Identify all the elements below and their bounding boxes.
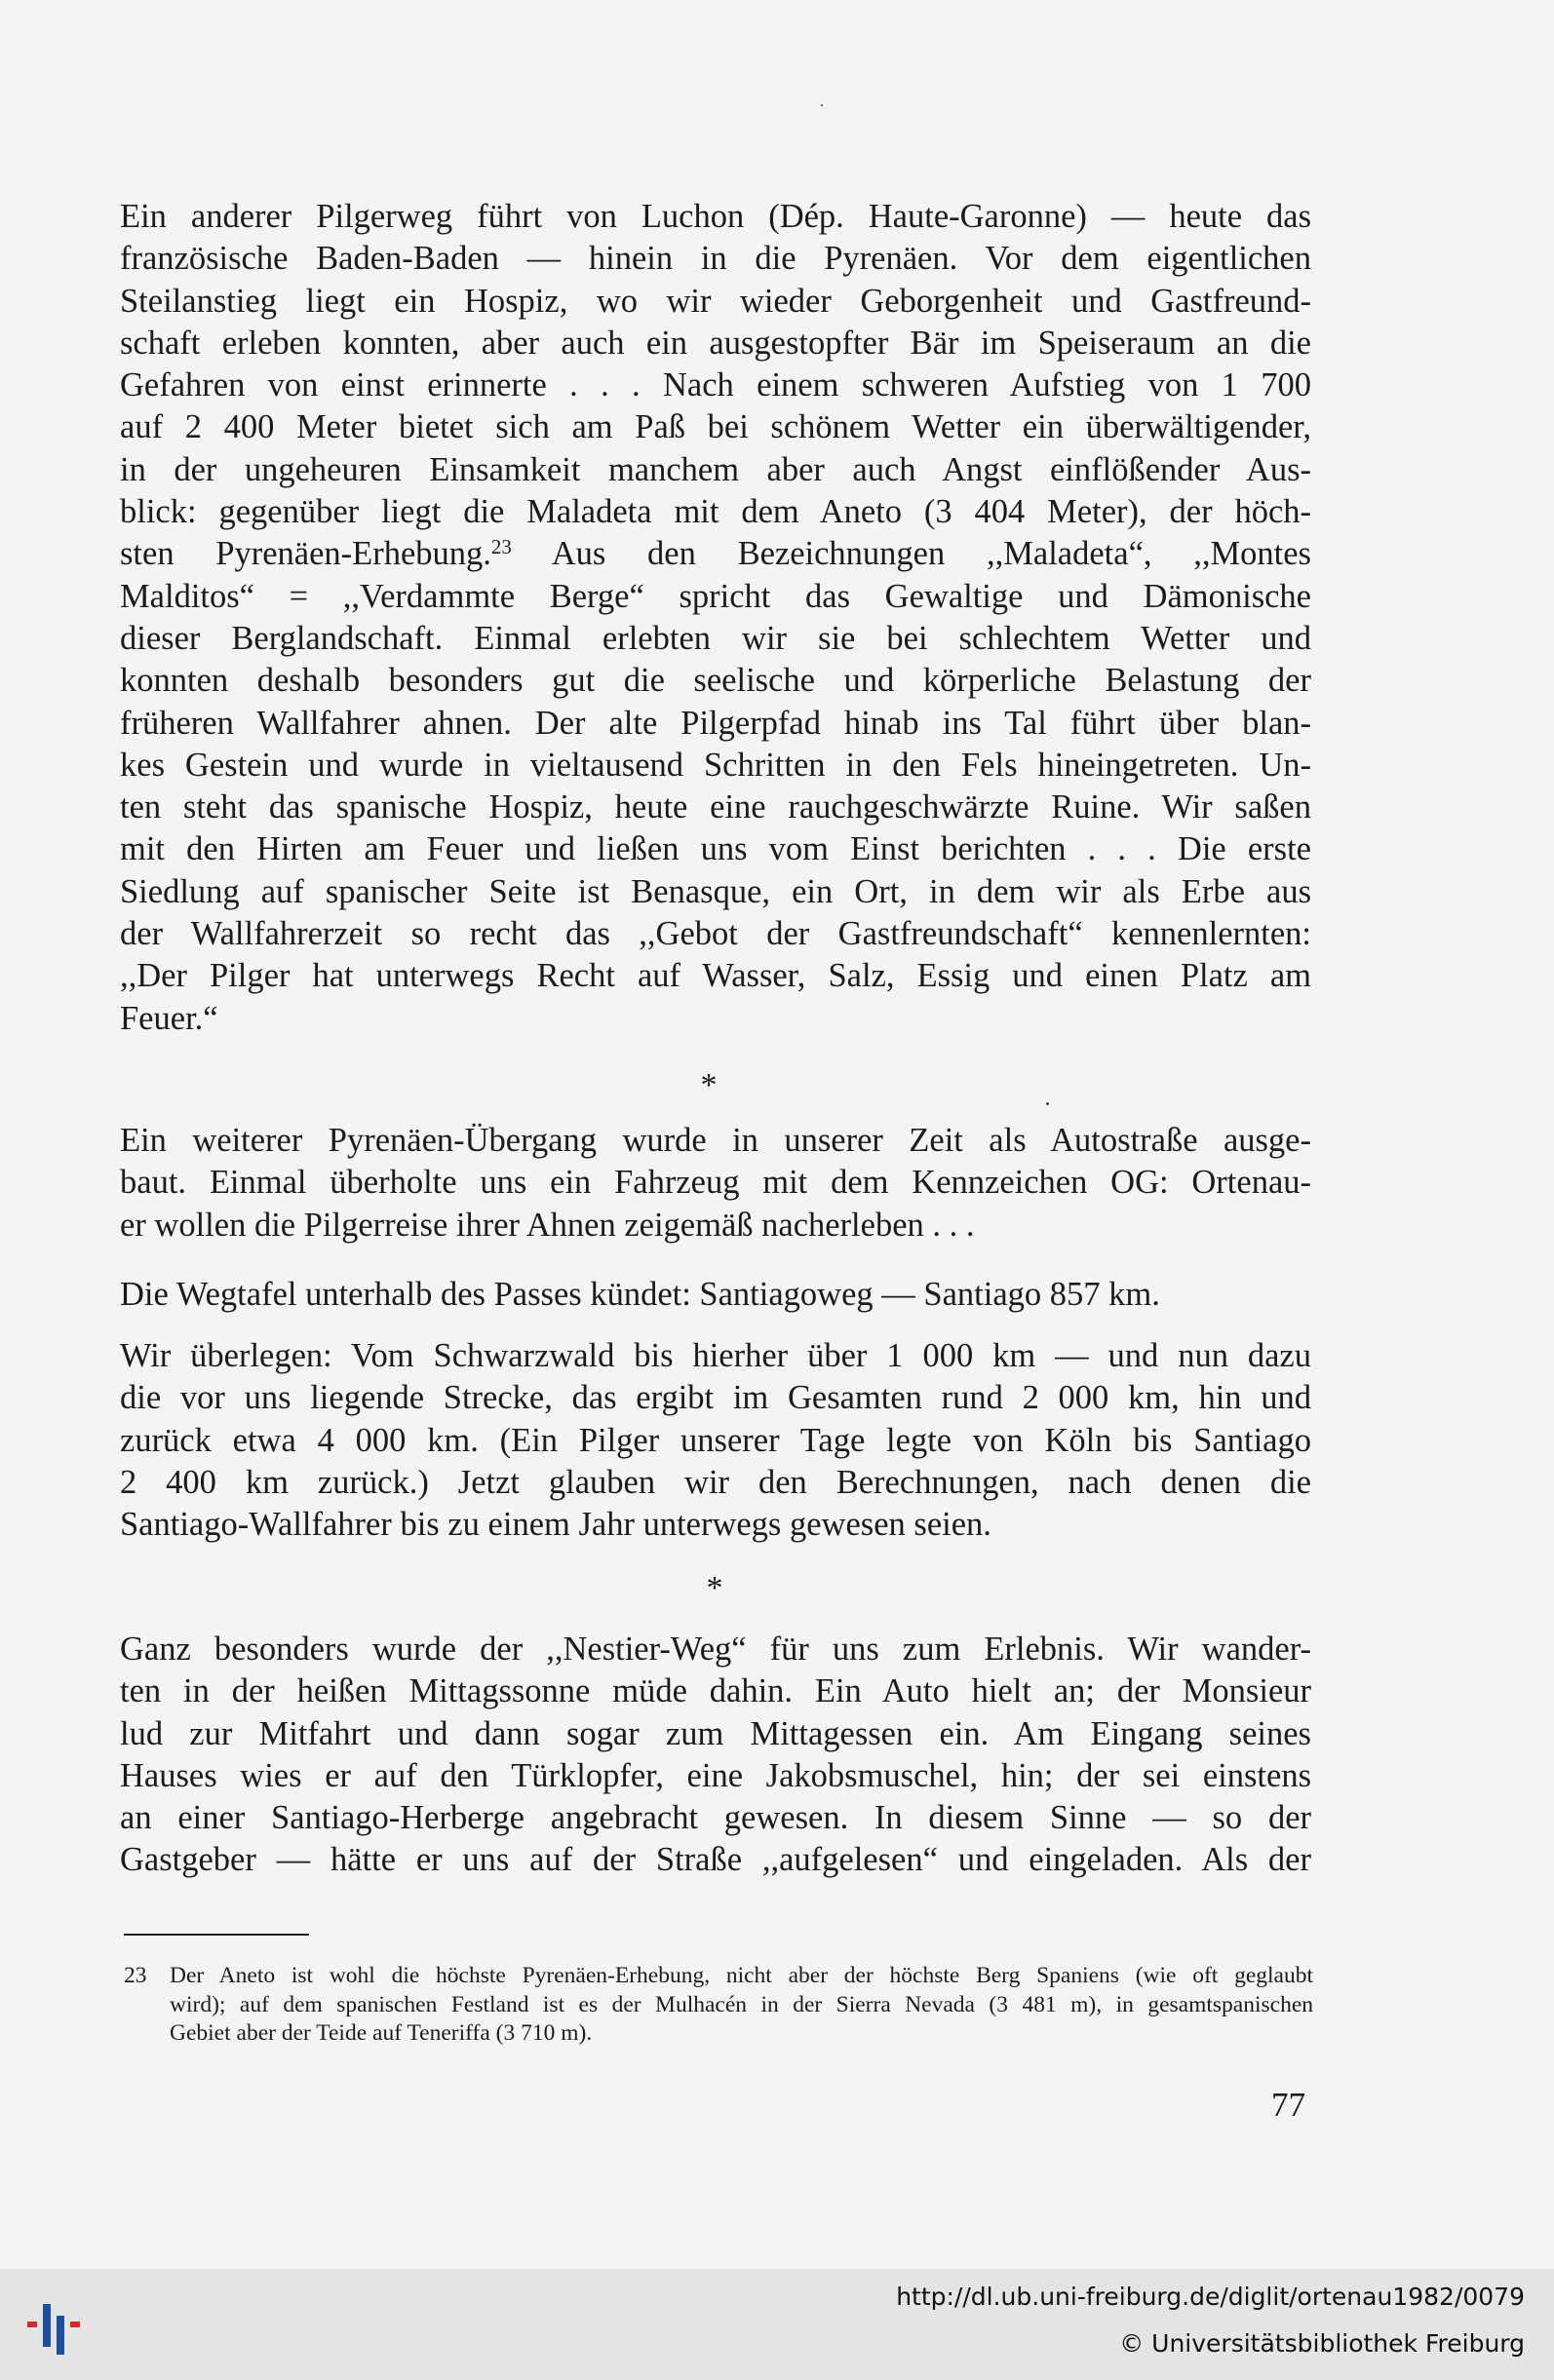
text-line: Wir überlegen: Vom Schwarzwald bis hierher über 1 000 km — und nun dazu <box>120 1337 1311 1374</box>
text-line: baut. Einmal überholte uns ein Fahrzeug mit dem Kennzeichen OG: Ortenau- <box>120 1164 1311 1202</box>
text-line: an einer Santiago-Herberge angebracht gewesen. In diesem Sinne — so der <box>120 1799 1311 1837</box>
permalink[interactable]: http://dl.ub.uni-freiburg.de/diglit/ortenau1982/0079 <box>896 2283 1525 2311</box>
text-line: Ganz besonders wurde der ,,Nestier-Weg“ für uns zum Erlebnis. Wir wander- <box>120 1631 1311 1668</box>
text-line: ten steht das spanische Hospiz, heute eine rauchgeschwärzte Ruine. Wir saßen <box>120 788 1311 826</box>
text-line: Siedlung auf spanischer Seite ist Benasque, ein Ort, in dem wir als Erbe aus <box>120 872 1311 910</box>
text-line: Hauses wies er auf den Türklopfer, eine Jakobsmuschel, hin; der sei einstens <box>120 1756 1311 1794</box>
text-line-with-footnote-ref <box>120 533 1311 575</box>
text-line: blick: gegenüber liegt die Maladeta mit dem Aneto (3 404 Meter), der höch- <box>120 493 1311 531</box>
footnote-divider <box>124 1934 309 1936</box>
footnote-line: wird); auf dem spanischen Festland ist es der Mulhacén in der Sierra Nevada (3 481 m), in gesamtspanischen <box>170 1991 1313 2017</box>
text-line: Ein anderer Pilgerweg führt von Luchon (Dép. Haute-Garonne) — heute das <box>120 198 1311 235</box>
text-line: Die Wegtafel unterhalb des Passes kündet: Santiagoweg — Santiago 857 km. <box>120 1276 1160 1313</box>
text-line: schaft erleben konnten, aber auch ein ausgestopfter Bär im Speiseraum an die <box>120 324 1311 362</box>
text-line: lud zur Mitfahrt und dann sogar zum Mittagessen ein. Am Eingang seines <box>120 1714 1311 1752</box>
text-line: mit den Hirten am Feuer und ließen uns vom Einst berichten . . . Die erste <box>120 830 1311 868</box>
text-line: ten in der heißen Mittagssonne müde dahin. Ein Auto hielt an; der Monsieur <box>120 1672 1311 1710</box>
text-fragment: sten Pyrenäen-Erhebung. <box>120 535 491 573</box>
page-number: 77 <box>1271 2086 1305 2124</box>
print-speck <box>1046 1102 1049 1105</box>
paragraph-1 <box>120 196 1311 1040</box>
section-separator: * <box>700 1067 718 1103</box>
text-line: zurück etwa 4 000 km. (Ein Pilger unserer Tage legte von Köln bis Santiago <box>120 1421 1311 1459</box>
section-separator: * <box>706 1570 723 1606</box>
footnote-text <box>170 1962 1313 2049</box>
text-line: Feuer.“ <box>120 999 218 1037</box>
text-line: Malditos“ = ,,Verdammte Berge“ spricht das Gewaltige und Dämonische <box>120 577 1311 615</box>
text-line: Santiago-Wallfahrer bis zu einem Jahr unterwegs gewesen seien. <box>120 1506 991 1544</box>
text-line: der Wallfahrerzeit so recht das ,,Gebot der Gastfreundschaft“ kennenlernten: <box>120 915 1311 953</box>
ub-freiburg-logo-icon <box>19 2286 97 2364</box>
paragraph-2 <box>120 1120 1311 1247</box>
text-line: früheren Wallfahrer ahnen. Der alte Pilgerpfad hinab ins Tal führt über blan- <box>120 704 1311 742</box>
library-footer <box>0 2269 1554 2380</box>
footnote-ref: 23 <box>490 535 512 559</box>
text-line: Steilanstieg liegt ein Hospiz, wo wir wieder Geborgenheit und Gastfreund- <box>120 282 1311 320</box>
text-line: Ein weiterer Pyrenäen-Übergang wurde in unserer Zeit als Autostraße ausge- <box>120 1122 1311 1159</box>
text-line: 2 400 km zurück.) Jetzt glauben wir den Berechnungen, nach denen die <box>120 1463 1311 1501</box>
paragraph-3 <box>120 1274 1311 1316</box>
text-line: Gastgeber — hätte er uns auf der Straße ,,aufgelesen“ und eingeladen. Als der <box>120 1841 1311 1879</box>
footnote-line: Der Aneto ist wohl die höchste Pyrenäen-Erhebung, nicht aber der höchste Berg Spaniens (wie oft geglaubt <box>170 1963 1313 1988</box>
text-line: dieser Berglandschaft. Einmal erlebten wir sie bei schlechtem Wetter und <box>120 619 1311 657</box>
text-fragment: Aus den Bezeichnungen ,,Maladeta“, ,,Montes <box>551 535 1311 573</box>
text-line: Gefahren von einst erinnerte . . . Nach einem schweren Aufstieg von 1 700 <box>120 366 1311 404</box>
text-line: kes Gestein und wurde in vieltausend Schritten in den Fels hineingetreten. Un- <box>120 746 1311 784</box>
text-line: französische Baden-Baden — hinein in die Pyrenäen. Vor dem eigentlichen <box>120 240 1311 278</box>
text-line: ,,Der Pilger hat unterwegs Recht auf Wasser, Salz, Essig und einen Platz am <box>120 957 1311 995</box>
paragraph-4 <box>120 1335 1311 1546</box>
copyright-notice: © Universitätsbibliothek Freiburg <box>1119 2329 1525 2358</box>
print-speck <box>821 104 823 106</box>
text-line: in der ungeheuren Einsamkeit manchem aber auch Angst einflößender Aus- <box>120 450 1311 488</box>
text-line: konnten deshalb besonders gut die seelische und körperliche Belastung der <box>120 662 1311 700</box>
footnote-number: 23 <box>124 1963 147 1988</box>
text-line: er wollen die Pilgerreise ihrer Ahnen zeigemäß nacherleben . . . <box>120 1206 975 1244</box>
paragraph-5 <box>120 1629 1311 1882</box>
footnote-line: Gebiet aber der Teide auf Teneriffa (3 710 m). <box>170 2020 593 2046</box>
text-line: die vor uns liegende Strecke, das ergibt im Gesamten rund 2 000 km, hin und <box>120 1379 1311 1417</box>
text-line: auf 2 400 Meter bietet sich am Paß bei schönem Wetter ein überwältigender, <box>120 408 1311 446</box>
